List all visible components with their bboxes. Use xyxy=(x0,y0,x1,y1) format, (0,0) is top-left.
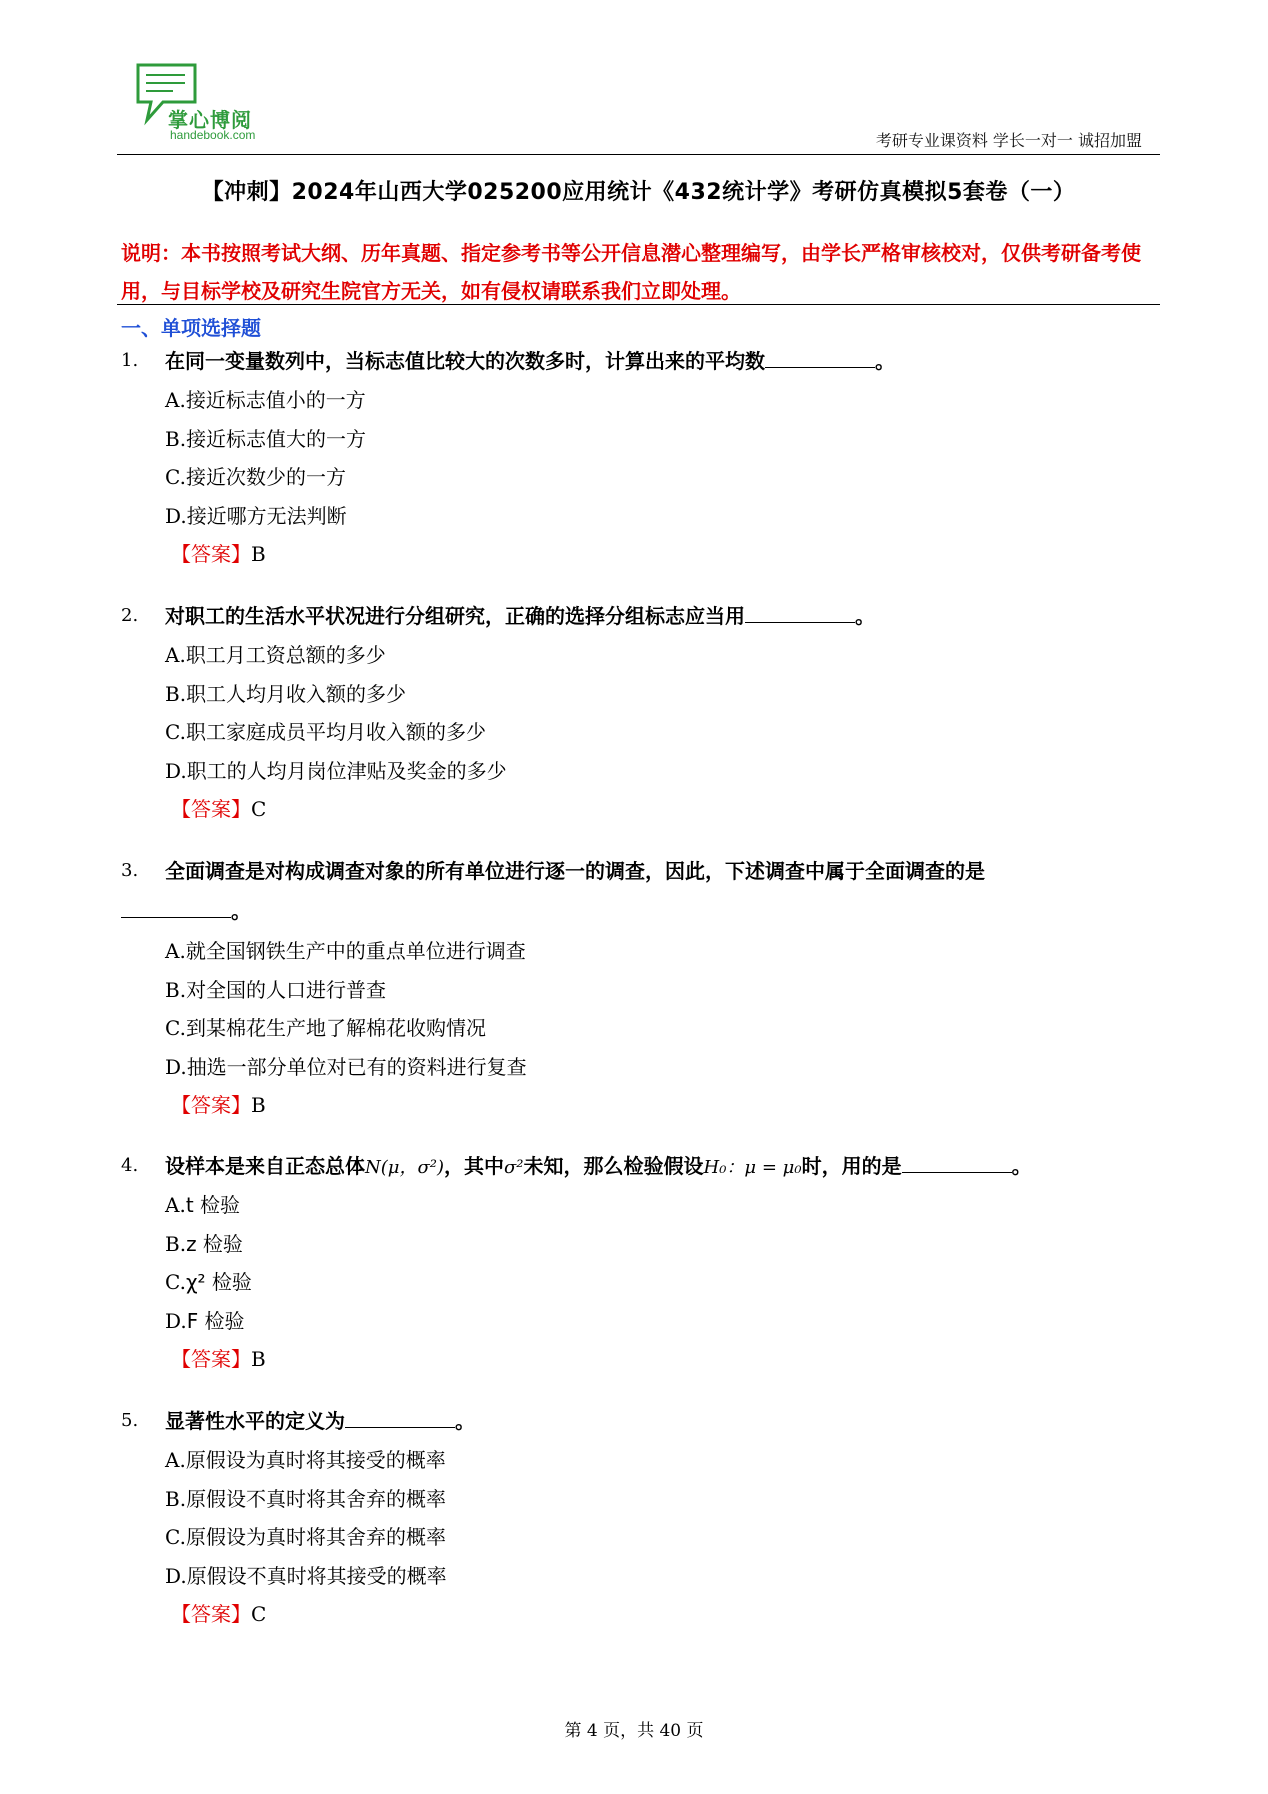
answer-line: 【答案】B xyxy=(171,1093,266,1117)
section-title: 一、单项选择题 xyxy=(121,316,261,340)
options-list xyxy=(165,1441,447,1633)
option-a: A.接近标志值小的一方 xyxy=(165,388,366,412)
question-number: 1. xyxy=(121,350,139,371)
option-b: B.职工人均月收入额的多少 xyxy=(165,681,407,706)
option-c: C.χ² 检验 xyxy=(165,1270,252,1294)
answer-line: 【答案】B xyxy=(171,542,266,566)
logo-text: 掌心博阅 xyxy=(168,108,252,132)
question-stem: 设样本是来自正态总体N(μ，σ²)，其中σ²未知，那么检验假设H₀：μ = μ₀时，用的是 。 xyxy=(165,1154,1032,1178)
logo-url: handebook.com xyxy=(170,128,256,142)
option-b: B.接近标志值大的一方 xyxy=(165,426,367,451)
options-list xyxy=(165,1186,266,1378)
options-list xyxy=(165,381,366,573)
question-stem: 对职工的生活水平状况进行分组研究，正确的选择分组标志应当用 。 xyxy=(165,604,875,628)
question-stem: 显著性水平的定义为 。 xyxy=(165,1409,475,1433)
option-a: A.t 检验 xyxy=(165,1193,241,1217)
question-number: 2. xyxy=(121,605,139,626)
option-b: B.对全国的人口进行普查 xyxy=(165,977,387,1002)
option-c: C.原假设为真时将其舍弃的概率 xyxy=(165,1525,446,1549)
option-d: D.接近哪方无法判断 xyxy=(165,503,347,528)
document-title: 【冲刺】2024年山西大学025200应用统计《432统计学》考研仿真模拟5套卷（一） xyxy=(201,180,1076,205)
option-c: C.职工家庭成员平均月收入额的多少 xyxy=(165,720,486,744)
question-stem: 在同一变量数列中，当标志值比较大的次数多时，计算出来的平均数 。 xyxy=(165,349,895,373)
option-c: C.到某棉花生产地了解棉花收购情况 xyxy=(165,1016,486,1040)
option-d: D.原假设不真时将其接受的概率 xyxy=(165,1563,447,1588)
question-number: 3. xyxy=(121,860,139,881)
answer-line: 【答案】C xyxy=(171,797,267,821)
answer-line: 【答案】B xyxy=(171,1347,266,1371)
option-a: A.职工月工资总额的多少 xyxy=(165,643,386,667)
option-d: D.抽选一部分单位对已有的资料进行复查 xyxy=(165,1054,527,1079)
option-d: D.F 检验 xyxy=(165,1308,245,1333)
question-stem: 全面调查是对构成调查对象的所有单位进行逐一的调查，因此，下述调查中属于全面调查的是 xyxy=(165,859,985,883)
option-a: A.就全国钢铁生产中的重点单位进行调查 xyxy=(165,939,526,963)
header-divider xyxy=(117,154,1160,155)
disclaimer-notice: 说明：本书按照考试大纲、历年真题、指定参考书等公开信息潜心整理编写，由学长严格审核校对，仅供考研备考使用，与目标学校及研究生院官方无关，如有侵权请联系我们立即处理。 xyxy=(121,241,1141,303)
option-a: A.原假设为真时将其接受的概率 xyxy=(165,1448,446,1472)
question-number: 4. xyxy=(121,1155,139,1176)
question-stem-blank: 。 xyxy=(121,891,1121,931)
options-list xyxy=(165,932,527,1124)
notice-divider xyxy=(117,304,1160,305)
answer-line: 【答案】C xyxy=(171,1602,267,1626)
options-list xyxy=(165,636,507,828)
page-footer: 第 4 页，共 40 页 xyxy=(564,1721,704,1741)
header-tagline: 考研专业课资料 学长一对一 诚招加盟 xyxy=(875,131,1142,150)
question-number: 5. xyxy=(121,1410,139,1431)
option-d: D.职工的人均月岗位津贴及奖金的多少 xyxy=(165,758,507,783)
option-c: C.接近次数少的一方 xyxy=(165,465,346,489)
option-b: B.原假设不真时将其舍弃的概率 xyxy=(165,1486,447,1511)
option-b: B.z 检验 xyxy=(165,1231,243,1256)
